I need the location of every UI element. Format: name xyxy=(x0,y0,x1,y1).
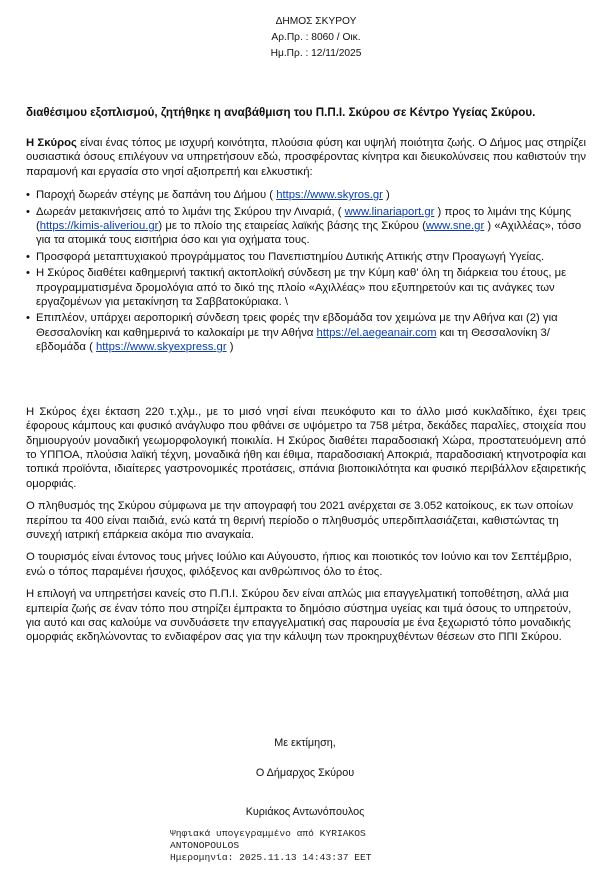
list-item: • Η Σκύρος διαθέτει καθημερινή τακτική ακτοπλοϊκή σύνδεση με την Κύμη καθ' όλη τη διάρκεια του έτους, με προγραμματισμένα δρομολόγια από το δικό της πλοίο «Αχιλλέας» που εξυπηρετούν και τις ανάγκες των εργαζομένων για μετακίνηση τα Σαββατοκύριακα. \ xyxy=(26,266,586,309)
intro-paragraph xyxy=(26,136,586,179)
letter-header xyxy=(0,14,610,62)
linariaport-link[interactable]: www.linariaport.gr xyxy=(344,205,435,218)
population-paragraph: Ο πληθυσμός της Σκύρου σύμφωνα με την απογραφή του 2021 ανέρχεται σε 3.052 κατοίκους, εκ των οποίων περίπου τα 400 είναι παιδιά, ενώ κατά τη θερινή περίοδο ο πληθυσμός υπερδιπλασιάζεται, καθιστώντας τη συνεχή ιατρική επάρκεια ακόμα πιο αναγκαία. xyxy=(26,500,574,541)
digital-signature xyxy=(170,828,372,864)
sne-link[interactable]: www.sne.gr xyxy=(425,220,485,233)
skyros-link[interactable]: https://www.skyros.gr xyxy=(276,189,383,202)
kimis-link[interactable]: https://kimis-aliveriou.gr xyxy=(39,220,159,233)
aegeanair-link[interactable]: https://el.aegeanair.com xyxy=(316,326,437,339)
geography-paragraph: Η Σκύρος έχει έκταση 220 τ.χλμ., με το μισό νησί είναι πευκόφυτο και το άλλο μισό κυκλαδίτικο, έχει τρεις έφορους κάμπους και φυσικό ανάγλυφο που φθάνει σε υψόμετρο τα 758 μέτρα, δεκάδες παραλίες, στοιχεία που δημιουργούν μοναδική γεωμορφολογική ποικιλία. Η Σκύρος διαθέτει παραδοσιακή Χώρα, προστατευόμενη από το ΥΠΠΟΑ, πλούσια λαϊκή τέχνη, μοναδικά ήθη και έθιμα, παραδοσιακή Αποκριά, παραδοσιακή κτηνοτροφία και τοπικά προϊόντα, ιδιαίτερες γαστρονομικές προτάσεις, σπάνια βιοποικιλότητα και φυσικό περιβάλλον εξαιρετικής ομορφιάς. xyxy=(26,405,586,490)
closing-regards: Με εκτίμηση, xyxy=(274,737,336,749)
intro-bold-lead: Η Σκύρος xyxy=(26,137,77,149)
list-item: • Προσφορά μεταπτυχιακού προγράμματος του Πανεπιστημίου Δυτικής Αττικής στην Προαγωγή Υγείας. xyxy=(26,250,586,264)
mayor-title: Ο Δήμαρχος Σκύρου xyxy=(255,767,355,779)
signature-line-2: ANTONOPOULOS xyxy=(170,840,240,851)
list-item: • Παροχή δωρεάν στέγης με δαπάνη του Δήμου ( https://www.skyros.gr ) xyxy=(26,188,586,202)
protocol-number: Αρ.Πρ. : 8060 / Οικ. xyxy=(271,32,361,43)
subject-line: διαθέσιμου εξοπλισμού, ζητήθηκε η αναβάθμιση του Π.Π.Ι. Σκύρου σε Κέντρο Υγείας Σκύρου. xyxy=(26,106,536,119)
skyexpress-link[interactable]: https://www.skyexpress.gr xyxy=(96,341,227,354)
intro-text: είναι ένας τόπος με ισχυρή κοινότητα, πλούσια φύση και υψηλή ποιότητα ζωής. Ο Δήμος μας στηρίζει ουσιαστικά όσους επιλέγουν να υπηρετήσουν εδώ, προσφέροντας κίνητρα και διευκολύνσεις που καθιστούν την παραμονή και εργασία στο νησί αξιοπρεπή και ελκυστική: xyxy=(26,137,586,178)
signature-date: Ημερομηνία: 2025.11.13 14:43:37 EET xyxy=(170,852,372,863)
incentives-list xyxy=(26,188,586,354)
list-item: • Δωρεάν μετακινήσεις από το λιμάνι της Σκύρου την Λιναριά, ( www.linariaport.gr ) προς το λιμάνι της Κύμης (https://kimis-aliveriou.gr) με το πλοίο της εταιρείας λαϊκής βάσης της Σκύρου (www.sne.gr ) «Αχιλλέας», τόσο για τα ατομικά τους εισιτήρια όσο και για οχήματα τους. xyxy=(26,205,586,248)
invitation-paragraph: Η επιλογή να υπηρετήσει κανείς στο Π.Π.Ι. Σκύρου δεν είναι απλώς μια επαγγελματική τοποθέτηση, αλλά μια εμπειρία ζωής σε έναν τόπο που στηρίζει έμπρακτα το δημόσιο σύστημα υγείας και τιμά όσους το υπηρετούν, για αυτό και σας καλούμε να συνδυάσετε την επαγγελματική σας παρουσία με ένα ξεχωριστό τόπο μοναδικής ομορφιάς εκδηλώνοντας το ενδιαφέρον σας για την κάλυψη των προκηρυχθέντων θέσεων στο ΠΠΙ Σκύρου. xyxy=(26,588,572,644)
authority-name: ΔΗΜΟΣ ΣΚΥΡΟΥ xyxy=(275,16,357,27)
protocol-date: Ημ.Πρ. : 12/11/2025 xyxy=(270,48,362,59)
letter-body xyxy=(26,136,586,645)
tourism-paragraph: Ο τουρισμός είναι έντονος τους μήνες Ιούλιο και Αύγουστο, ήπιος και ποιοτικός τον Ιούνιο και τον Σεπτέμβριο, ενώ ο τόπος παραμένει ήσυχος, φιλόξενος και ανθρώπινος όλο το έτος. xyxy=(26,551,572,578)
list-item: • Επιπλέον, υπάρχει αεροπορική σύνδεση τρεις φορές την εβδομάδα τον χειμώνα με την Αθήνα και (2) για Θεσσαλονίκη και καθημερινά το καλοκαίρι με την Αθήνα https://el.aegeanair.com και τη Θεσσαλονίκη 3/εβδομάδα ( https://www.skyexpress.gr ) xyxy=(26,311,586,354)
mayor-name: Κυριάκος Αντωνόπουλος xyxy=(245,806,365,818)
signature-line-1: Ψηφιακά υπογεγραμμένο από KYRIAKOS xyxy=(170,828,366,839)
